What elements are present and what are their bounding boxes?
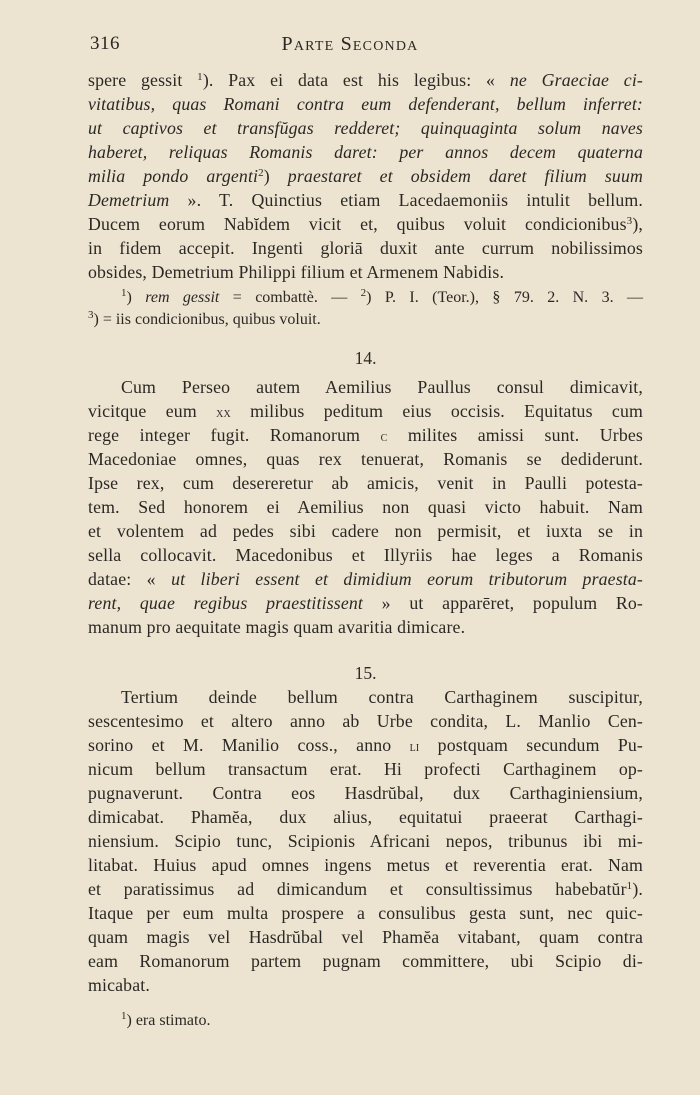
text-line: pugnaverunt. Contra eos Hasdrŭbal, dux Carthaginiensium,	[88, 783, 643, 803]
text-line: nicum bellum transactum erat. Hi profecti Carthaginem op-	[88, 759, 643, 779]
text-line: vicitque eum xx milibus peditum eius occisis. Equitatus cum	[88, 401, 643, 421]
text-line: dimicabat. Phamĕa, dux alius, equitatui praeerat Carthagi-	[88, 807, 643, 827]
text-line: Ipse rex, cum desereretur ab amicis, venit in Paulli potesta-	[88, 473, 643, 493]
text-line: ut captivos et transfŭgas redderet; quinquaginta solum naves	[88, 118, 643, 138]
text-line: Cum Perseo autem Aemilius Paullus consul dimicavit,	[121, 377, 643, 397]
text-line: Ducem eorum Nabĭdem vicit et, quibus voluit condicionibus$^3$),	[88, 214, 643, 234]
text-line: litabat. Huius apud omnes ingens metus et reverentia erat. Nam	[88, 855, 643, 875]
section-14-text	[88, 375, 643, 639]
section-heading-15: 15.	[354, 663, 377, 683]
footnote-line: $^1$) rem gessit = combattè. — $^2$) P. I. (Teor.), § 79. 2. N. 3. —	[121, 287, 643, 306]
text-line: eam Romanorum partem pugnam committere, ubi Scipio di-	[88, 951, 643, 971]
text-line: sescentesimo et altero anno ab Urbe condita, L. Manlio Cen-	[88, 711, 643, 731]
text-line: obsides, Demetrium Philippi filium et Armenem Nabidis.	[88, 262, 505, 282]
text-line: micabat.	[88, 975, 150, 995]
text-line: haberet, reliquas Romanis daret: per annos decem quaterna	[88, 142, 643, 162]
text-line: spere gessit $^1$). Pax ei data est his legibus: « ne Graeciae ci-	[88, 70, 643, 90]
text-line: milia pondo argenti$^2$) praestaret et obsidem daret filium suum	[88, 166, 643, 186]
section-15-text	[88, 685, 643, 997]
text-line: tem. Sed honorem ei Aemilius non quasi victo habuit. Nam	[88, 497, 643, 517]
page-header	[90, 33, 610, 59]
text-line: Itaque per eum multa prospere a consulibus gesta sunt, nec quic-	[88, 903, 643, 923]
text-line: niensium. Scipio tunc, Scipionis Africani nepos, tribunus ibi mi-	[88, 831, 643, 851]
text-line: Tertium deinde bellum contra Carthaginem suscipitur,	[121, 687, 643, 707]
text-line: in fidem accepit. Ingenti gloriā duxit ante currum nobilissimos	[88, 238, 643, 258]
footnote-line: $^3$) = iis condicionibus, quibus voluit.	[88, 309, 321, 328]
text-line: Macedoniae omnes, quas rex tenuerat, Romanis se dediderunt.	[88, 449, 643, 469]
text-line: manum pro aequitate magis quam avaritia dimicare.	[88, 617, 466, 637]
text-line: sella collocavit. Macedonibus et Illyriis hae leges a Romanis	[88, 545, 643, 565]
text-line: et paratissimus ad dimicandum et consultissimus habebatŭr$^1$).	[88, 879, 643, 899]
text-line: quam magis vel Hasdrŭbal vel Phamĕa vitabant, quam contra	[88, 927, 643, 947]
footnotes-1	[88, 287, 643, 331]
text-line: Demetrium ». T. Quinctius etiam Lacedaemoniis intulit bellum.	[88, 190, 643, 210]
text-line: rege integer fugit. Romanorum c milites amissi sunt. Urbes	[88, 425, 644, 445]
text-line: vitatibus, quas Romani contra eum defenderant, bellum inferret:	[88, 94, 643, 114]
text-line: datae: « ut liberi essent et dimidium eorum tributorum praesta-	[88, 569, 643, 589]
text-line: et volentem ad pedes sibi cadere non permisit, et iuxta se in	[88, 521, 643, 541]
running-title: Parte Seconda	[281, 33, 419, 55]
text-line: rent, quae regibus praestitissent » ut apparēret, populum Ro-	[88, 593, 643, 613]
footnotes-2	[88, 1010, 643, 1032]
text-line: sorino et M. Manilio coss., anno li postquam secundum Pu-	[88, 735, 643, 755]
section-heading-14: 14.	[354, 348, 377, 368]
page-number: 316	[90, 33, 120, 54]
footnote-line: $^1$) era stimato.	[121, 1010, 211, 1029]
paragraph-continuation	[88, 68, 643, 284]
